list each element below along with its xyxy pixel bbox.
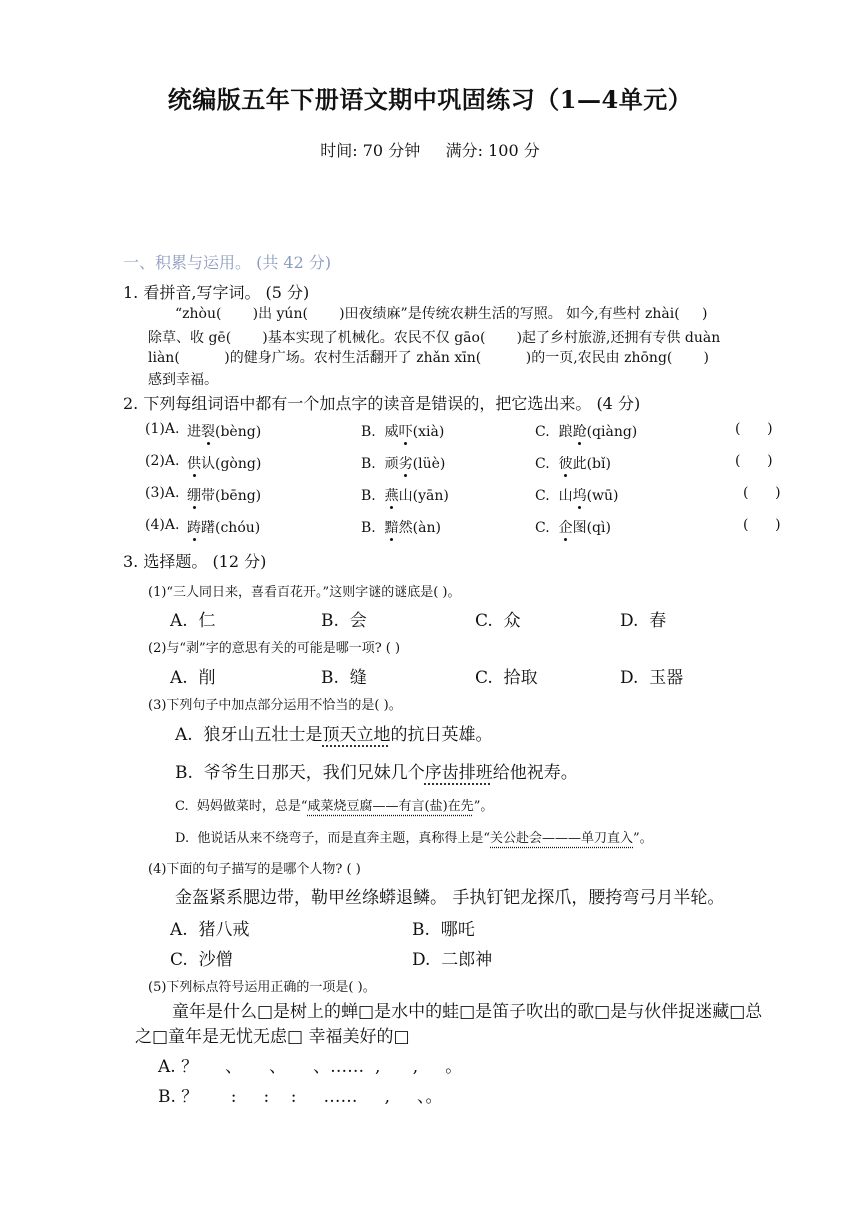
dotted-phrase: 序齿排班 — [424, 763, 493, 783]
page-title: 统编版五年下册语文期中巩固练习（1—4单元） — [167, 85, 693, 114]
q3-4-stem: (4)下面的句子描写的是哪个人物? ( ) — [148, 862, 361, 877]
q3-5-option-b: B. ？ : : : …… , 、。 — [158, 1087, 443, 1107]
answer-blank: ( ) — [735, 421, 773, 437]
dotted-phrase: 关公赴会———单刀直入 — [490, 831, 634, 846]
section-heading: 一、积累与运用。 (共 42 分) — [123, 253, 332, 272]
dotted-phrase: 顶天立地 — [322, 725, 391, 745]
q3-5-text-line-1: 童年是什么□是树上的蝉□是水中的蛙□是笛子吹出的歌□是与伙伴捉迷藏□总 — [172, 1002, 763, 1022]
q3-3-stem: (3)下列句子中加点部分运用不恰当的是( )。 — [148, 698, 402, 713]
q1-line-1: “zhòu( )出 yún( )田夜绩麻”是传统农耕生活的写照。 如今,有些村 zhài( ) — [175, 306, 708, 322]
exam-info: 时间: 70 分钟 满分: 100 分 — [320, 141, 540, 160]
option: A. 猪八戒 — [170, 920, 250, 940]
option: A. 削 — [170, 668, 216, 688]
dotted-phrase: 咸菜烧豆腐——有言(盐)在先 — [307, 799, 474, 814]
q3-2-stem: (2)与“剥”字的意思有关的可能是哪一项? ( ) — [148, 641, 401, 656]
question-3-heading: 3. 选择题。 (12 分) — [123, 552, 267, 571]
option: B. 哪吒 — [412, 920, 475, 940]
option: C. 拾取 — [475, 668, 538, 688]
answer-blank: ( ) — [743, 485, 781, 501]
option: B. 会 — [321, 611, 367, 631]
option: D. 春 — [620, 611, 667, 631]
q1-line-2: 除草、收 gē( )基本实现了机械化。农民不仅 gāo( )起了乡村旅游,还拥有专供 duàn — [148, 330, 721, 346]
q3-5-stem: (5)下列标点符号运用正确的一项是( )。 — [148, 980, 376, 995]
answer-blank: ( ) — [743, 517, 781, 533]
q1-line-3: liàn( )的健身广场。农村生活翻开了 zhǎn xīn( )的一页,农民由 zhōng( ) — [148, 350, 709, 366]
option: D. 玉器 — [620, 668, 684, 688]
q3-3-option-d: D. 他说话从来不绕弯子，而是直奔主题，真称得上是“关公赴会———单刀直入”。 — [175, 831, 653, 846]
q3-3-option-b: B. 爷爷生日那天，我们兄妹几个序齿排班给他祝寿。 — [175, 763, 578, 783]
question-2-heading: 2. 下列每组词语中都有一个加点字的读音是错误的，把它选出来。 (4 分) — [123, 394, 641, 413]
option: C. 沙僧 — [170, 950, 233, 970]
q3-5-text-line-2: 之□童年是无忧无虑□ 幸福美好的□ — [135, 1027, 410, 1047]
q3-5-option-a: A. ？ 、 、 、…… , , 。 — [158, 1057, 463, 1077]
q3-3-option-a: A. 狼牙山五壮士是顶天立地的抗日英雄。 — [175, 725, 493, 745]
question-1-heading: 1. 看拼音,写字词。 (5 分) — [123, 283, 310, 302]
option: B. 缝 — [321, 668, 367, 688]
answer-blank: ( ) — [735, 453, 773, 469]
option: D. 二郎神 — [412, 950, 493, 970]
option: A. 仁 — [170, 611, 216, 631]
option: C. 众 — [475, 611, 521, 631]
q3-1-stem: (1)“三人同日来，喜看百花开。”这则字谜的谜底是( )。 — [148, 585, 461, 600]
q3-3-option-c: C. 妈妈做菜时，总是“咸菜烧豆腐——有言(盐)在先”。 — [175, 799, 494, 814]
q3-4-quote: 金盔紧系腮边带，勒甲丝绦蟒退鳞。 手执钉钯龙探爪，腰挎弯弓月半轮。 — [175, 888, 725, 908]
q1-line-4: 感到幸福。 — [148, 372, 218, 388]
